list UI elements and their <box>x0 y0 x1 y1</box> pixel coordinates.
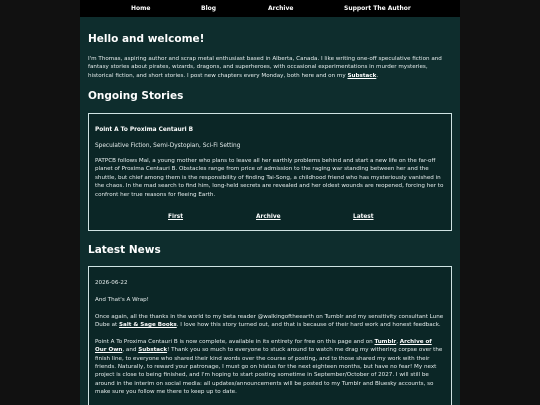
story-first-link[interactable]: First <box>168 214 184 220</box>
story-description: PATPCB follows Mal, a young mother who plans to leave all her earthly problems behind and start a new life on the far-off planet of Proxima Centauri B. Obstacles range from price of admission to the raging war standing between her and the shuttle, but chief among them is the responsibility of finding Tai-Song, a childhood friend who has mysteriously vanished in the chaos. In the mad search to find him, long-held secrets are revealed and her oldest wounds are reopened, forcing her to confront her true reasons for fleeing Earth. <box>95 158 444 198</box>
tumblr-link[interactable]: Tumblr <box>374 338 397 345</box>
intro-end: . <box>376 72 379 79</box>
nav-archive-link[interactable]: Archive <box>268 5 294 12</box>
intro-text: I'm Thomas, aspiring author and scrap metal enthusiast based in Alberta, Canada. I like writing one-off speculative fiction and fantasy stories about pirates, wizards, dragons, and superheroes, with occasional experimentations in murder mysteries, historical fiction, and short stories. I post new chapters every Monday, both here and on my <box>88 56 442 79</box>
ao3-link[interactable]: Archive of Our Own <box>95 338 432 354</box>
news-p2-text-a: Point A To Proxima Centauri B is now complete, available in its entirety for free on this page and on <box>95 338 375 345</box>
welcome-heading: Hello and welcome! <box>88 33 205 45</box>
news-headline: And That's A Wrap! <box>95 296 149 303</box>
top-navigation <box>80 0 460 17</box>
news-date: 2026-06-22 <box>95 280 128 286</box>
news-paragraph-1 <box>95 313 445 330</box>
story-archive-link[interactable]: Archive <box>256 214 281 220</box>
news-body <box>95 279 445 405</box>
news-p2-sep-1: , <box>396 338 400 345</box>
page-container <box>80 0 460 405</box>
nav-blog-link[interactable]: Blog <box>201 5 217 12</box>
latest-news-heading: Latest News <box>88 244 161 256</box>
news-p1-text-a: Once again, all the thanks in the world to my beta reader @walkingoftheearth on Tumblr and my sensitivity consultant Lune Dube at <box>95 313 444 328</box>
story-title: Point A To Proxima Centauri B <box>95 127 194 133</box>
story-latest-link[interactable]: Latest <box>353 214 374 220</box>
nav-home-link[interactable]: Home <box>131 5 151 12</box>
news-p1-text-b: . I love how this story turned out, and that is because of their hard work and honest feedback. <box>176 322 441 328</box>
nav-support-link[interactable]: Support The Author <box>344 5 411 12</box>
intro-paragraph <box>88 55 454 80</box>
ongoing-stories-heading: Ongoing Stories <box>88 90 184 102</box>
story-genre: Speculative Fiction, Semi-Dystopian, Sci-Fi Setting <box>95 143 241 149</box>
substack-link[interactable]: Substack <box>347 72 377 79</box>
salt-sage-link[interactable]: Salt & Sage Books <box>119 322 177 328</box>
news-p2-text-b: ! Thank you so much to everyone to stuck around to watch me drag my withering corpse over the finish line, to everyone who shared their kind words over the course of posting, and to those shared my work with their friends. Naturally, to reward your patronage, I must go on hiatus for the next eighteen months, but have no fear! My next project is close to being finished, and I'm hoping to start posting sometime in September/October of 2027. I will still be around in the interim on social media: all updates/announcements will be posted to my Tumblr and Bluesky accounts, so make sure you follow me there to keep up to date. <box>95 347 443 396</box>
news-paragraph-2 <box>95 338 445 397</box>
story-card <box>88 113 452 231</box>
news-card <box>88 266 452 405</box>
news-p2-sep-2: , and <box>122 347 139 354</box>
news-substack-link[interactable]: Substack <box>138 347 168 354</box>
